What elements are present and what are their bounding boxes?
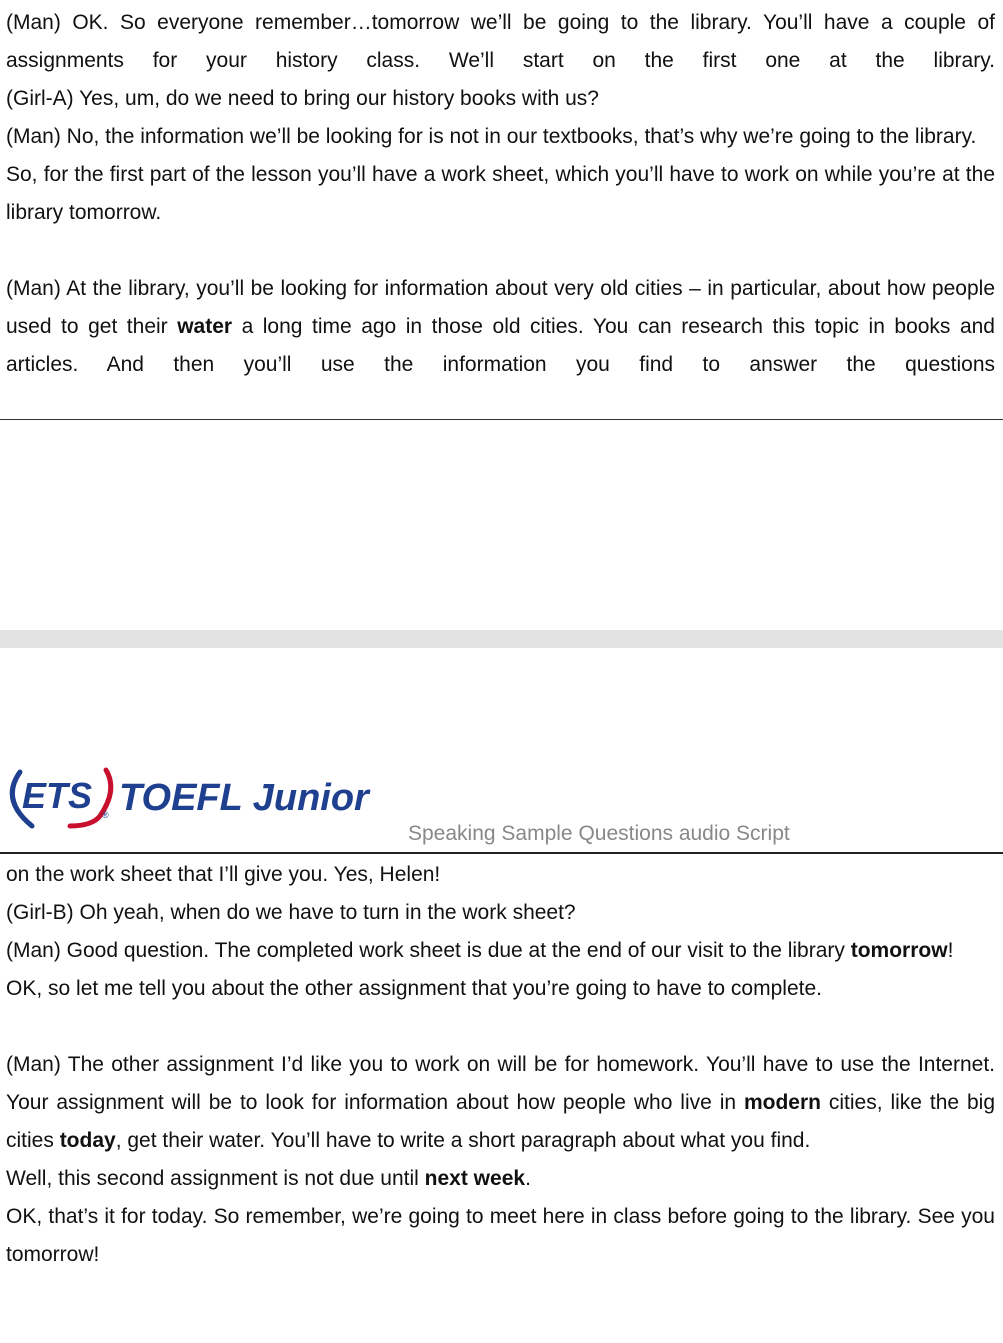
bold-text: today — [59, 1129, 116, 1152]
paragraph — [0, 1046, 1003, 1160]
page-bottom-rule — [0, 419, 1003, 420]
logo-registered-mark: ® — [102, 810, 109, 820]
paragraph — [0, 932, 1003, 970]
ets-toefl-junior-logo — [6, 760, 386, 832]
paragraph — [0, 894, 1003, 932]
bold-text: next week — [424, 1167, 526, 1190]
header-subtitle: Speaking Sample Questions audio Script — [408, 822, 790, 845]
text-segment: So, for the first part of the lesson you’ll have a work sheet, which you’ll have to work on while you’re at the library tomorrow. — [6, 163, 995, 224]
text-segment: (Man) No, the information we’ll be looking for is not in our textbooks, that’s why we’re going to the library. — [6, 125, 977, 148]
paragraph — [0, 1198, 1003, 1274]
paragraph — [0, 270, 1003, 384]
logo-ets-text: ETS — [22, 775, 93, 816]
paragraph — [0, 1160, 1003, 1198]
header-rule — [0, 852, 1003, 854]
text-segment: (Man) At the library, you’ll be looking for information about very old cities – in particular, about how people used to get their — [6, 277, 995, 338]
text-segment: on the work sheet that I’ll give you. Yes, Helen! — [6, 863, 441, 886]
text-segment: , get their water. You’ll have to write a short paragraph about what you find. — [115, 1129, 811, 1152]
text-segment: (Girl-A) Yes, um, do we need to bring our history books with us? — [6, 87, 599, 110]
bold-text: modern — [743, 1091, 821, 1114]
bold-text: water — [177, 315, 233, 338]
ets-logo-icon — [6, 760, 386, 832]
text-segment: (Girl-B) Oh yeah, when do we have to turn in the work sheet? — [6, 901, 576, 924]
logo-product-text: TOEFL Junior — [119, 777, 369, 819]
blank-line — [0, 1008, 1003, 1046]
text-segment: Well, this second assignment is not due until — [6, 1167, 425, 1190]
text-segment: (Man) The other assignment I’d like you to work on will be for homework. You’ll have to use the Internet. Your assignment will be to look for information about how people who live in — [6, 1053, 995, 1114]
text-segment: OK, so let me tell you about the other assignment that you’re going to have to complete. — [6, 977, 822, 1000]
paragraph — [0, 118, 1003, 156]
paragraph — [0, 4, 1003, 80]
text-segment: OK, that’s it for today. So remember, we’re going to meet here in class before going to the library. See you tomorrow! — [6, 1205, 995, 1266]
text-segment: a long time ago in those old cities. You can research this topic in books and articles. And then you’ll use the information you find to answer the questions — [6, 315, 995, 376]
text-segment: (Man) OK. So everyone remember…tomorrow we’ll be going to the library. You’ll have a couple of assignments for your history class. We’ll start on the first one at the library. — [6, 11, 995, 72]
page-2-text — [0, 856, 1003, 1274]
text-segment: ! — [947, 939, 954, 962]
paragraph — [0, 856, 1003, 894]
text-segment: . — [525, 1167, 531, 1190]
text-segment: cities, like the big cities — [6, 1091, 995, 1152]
page-1-text — [0, 4, 1003, 384]
paragraph — [0, 80, 1003, 118]
paragraph — [0, 970, 1003, 1008]
blank-line — [0, 232, 1003, 270]
paragraph — [0, 156, 1003, 232]
text-segment: (Man) Good question. The completed work sheet is due at the end of our visit to the library — [6, 939, 851, 962]
page-gap — [0, 630, 1003, 648]
bold-text: tomorrow — [850, 939, 948, 962]
